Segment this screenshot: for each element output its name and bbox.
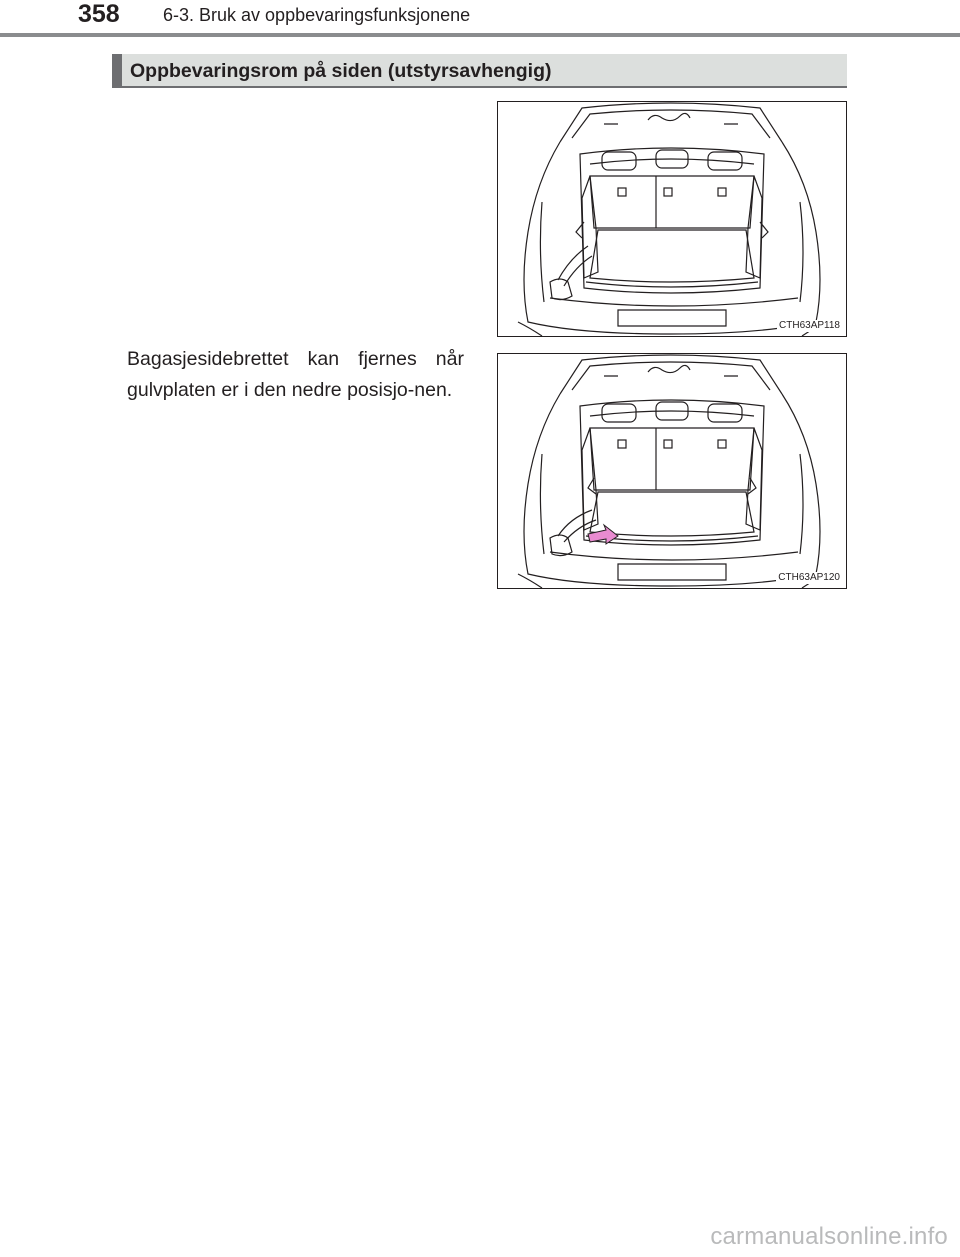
watermark: carmanualsonline.info bbox=[710, 1223, 948, 1250]
figure-code: CTH63AP120 bbox=[778, 572, 840, 583]
figure-trunk-side-board-removal bbox=[497, 353, 847, 589]
page-number: 358 bbox=[78, 0, 120, 28]
header-rule bbox=[0, 33, 960, 37]
figure-trunk-side-storage bbox=[497, 101, 847, 337]
body-paragraph: Bagasjesidebrettet kan fjernes når gulvplaten er i den nedre posisjo-nen. bbox=[127, 348, 464, 401]
section-title: Oppbevaringsrom på siden (utstyrsavhengig) bbox=[130, 60, 552, 82]
section-heading bbox=[112, 54, 847, 88]
removal-arrow-icon bbox=[588, 525, 618, 544]
trunk-illustration bbox=[498, 102, 846, 336]
figure-code: CTH63AP118 bbox=[779, 320, 840, 331]
section-heading-accent bbox=[112, 54, 122, 86]
trunk-illustration bbox=[498, 354, 846, 588]
chapter-title: 6-3. Bruk av oppbevaringsfunksjonene bbox=[163, 5, 471, 25]
